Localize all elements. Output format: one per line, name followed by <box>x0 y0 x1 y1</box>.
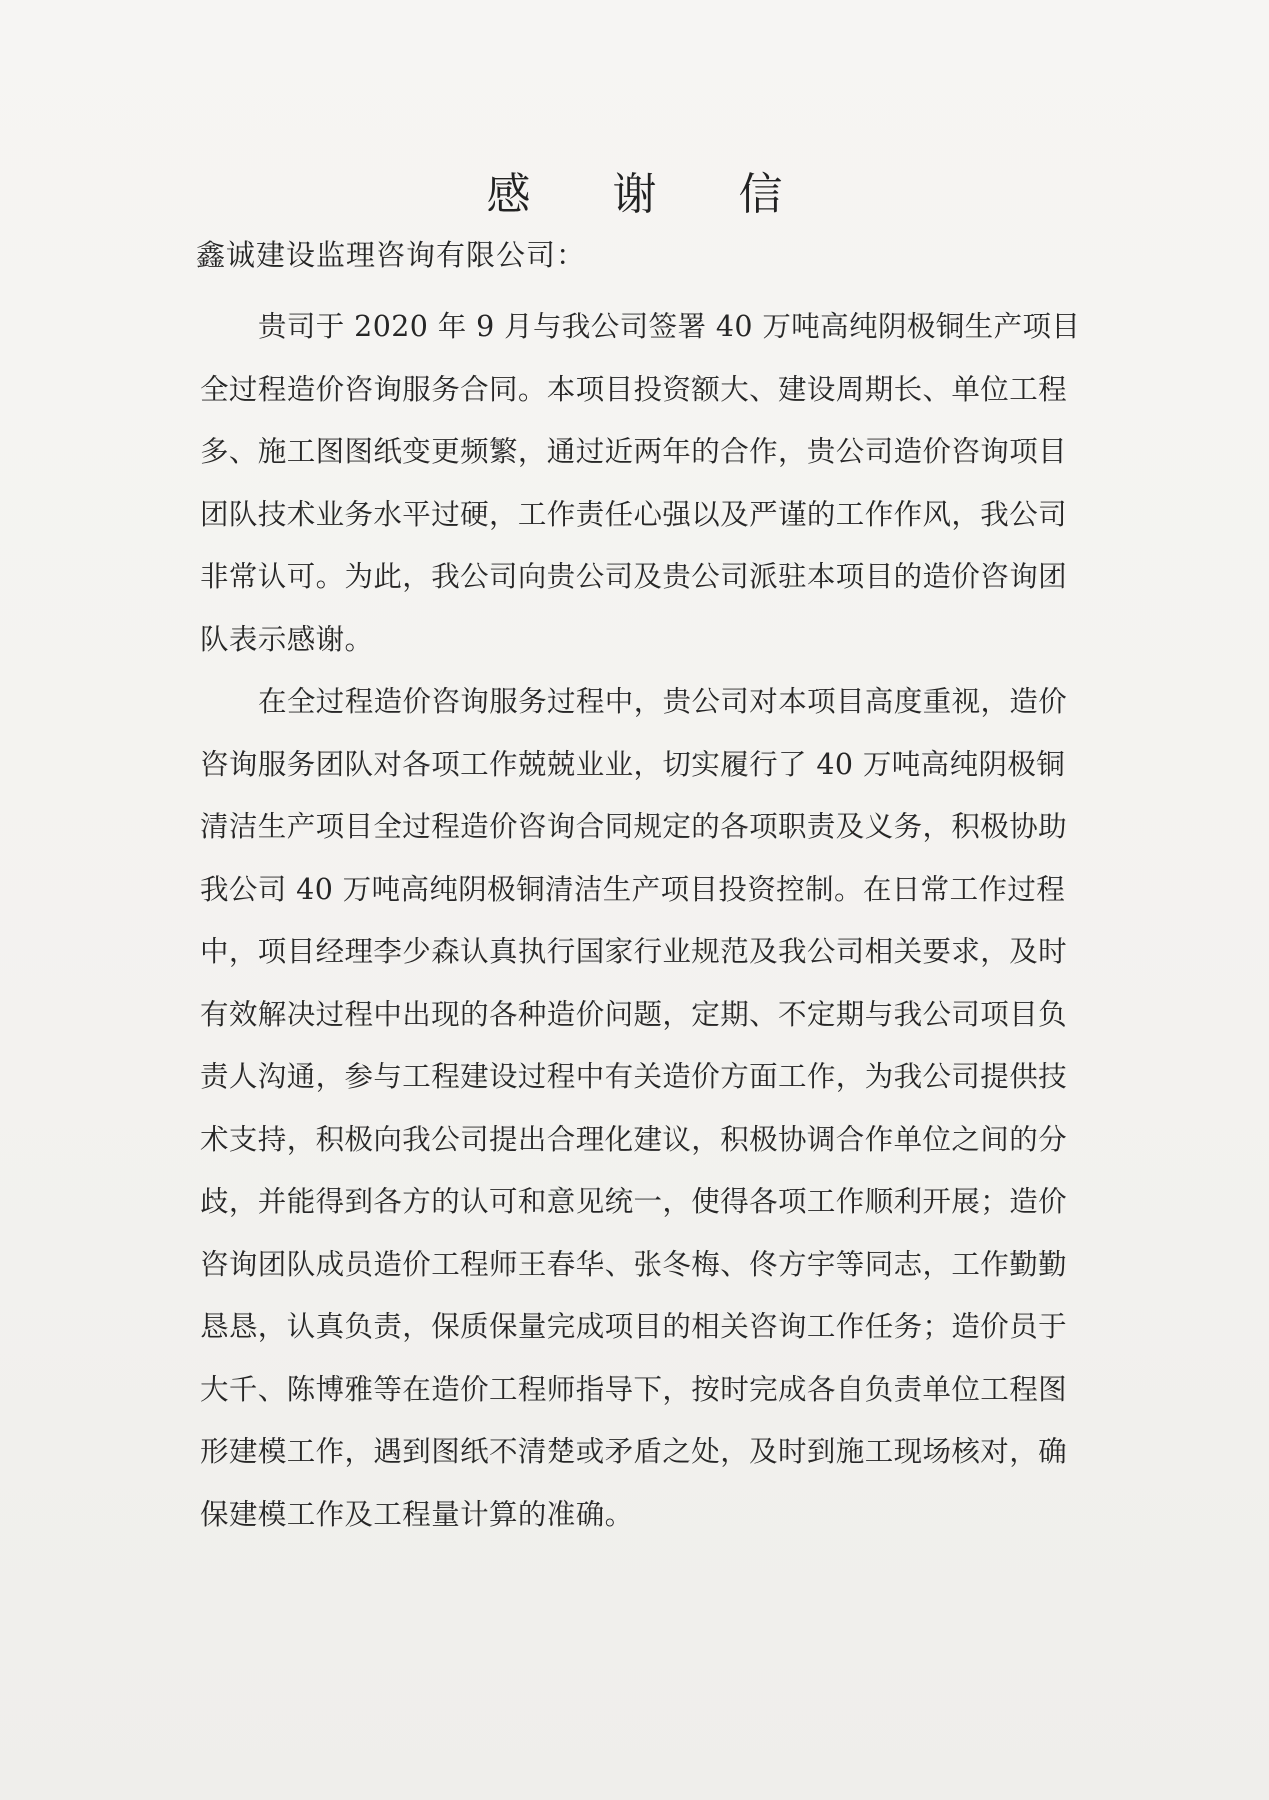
letter-body <box>200 296 1086 1546</box>
paragraph-line: 全过程造价咨询服务合同。本项目投资额大、建设周期长、单位工程 <box>200 372 1068 406</box>
paragraph-line: 咨询团队成员造价工程师王春华、张冬梅、佟方宇等同志，工作勤勤 <box>200 1247 1068 1281</box>
paragraph-line: 保建模工作及工程量计算的准确。 <box>200 1497 634 1531</box>
paragraph-line: 歧，并能得到各方的认可和意见统一，使得各项工作顺利开展；造价 <box>200 1185 1068 1218</box>
paragraph-line: 贵司于 2020 年 9 月与我公司签署 40 万吨高纯阴极铜生产项目 <box>258 310 1081 343</box>
paragraph-1 <box>200 296 1086 671</box>
paragraph-line: 中，项目经理李少森认真执行国家行业规范及我公司相关要求，及时 <box>200 935 1068 968</box>
paragraph-2 <box>200 671 1086 1546</box>
paragraph-line: 多、施工图图纸变更频繁，通过近两年的合作，贵公司造价咨询项目 <box>200 435 1068 468</box>
letter-salutation: 鑫诚建设监理咨询有限公司： <box>196 238 587 272</box>
paragraph-line: 队表示感谢。 <box>200 622 374 656</box>
paragraph-line: 我公司 40 万吨高纯阴极铜清洁生产项目投资控制。在日常工作过程 <box>200 872 1066 906</box>
paragraph-line: 非常认可。为此，我公司向贵公司及贵公司派驻本项目的造价咨询团 <box>200 560 1068 593</box>
paragraph-line: 形建模工作，遇到图纸不清楚或矛盾之处，及时到施工现场核对，确 <box>200 1435 1068 1468</box>
paragraph-line: 在全过程造价咨询服务过程中，贵公司对本项目高度重视，造价 <box>258 685 1068 718</box>
paragraph-line: 清洁生产项目全过程造价咨询合同规定的各项职责及义务，积极协助 <box>200 810 1068 843</box>
paragraph-line: 有效解决过程中出现的各种造价问题，定期、不定期与我公司项目负 <box>200 997 1068 1031</box>
paragraph-line: 咨询服务团队对各项工作兢兢业业，切实履行了 40 万吨高纯阴极铜 <box>200 747 1066 781</box>
paragraph-line: 团队技术业务水平过硬，工作责任心强以及严谨的工作作风，我公司 <box>200 497 1068 531</box>
paragraph-line: 恳恳，认真负责，保质保量完成项目的相关咨询工作任务；造价员于 <box>200 1310 1068 1343</box>
letter-title: 感 谢 信 <box>486 169 817 220</box>
paragraph-line: 大千、陈博雅等在造价工程师指导下，按时完成各自负责单位工程图 <box>200 1372 1068 1406</box>
paragraph-line: 责人沟通，参与工程建设过程中有关造价方面工作，为我公司提供技 <box>200 1060 1068 1093</box>
paragraph-line: 术支持，积极向我公司提出合理化建议，积极协调合作单位之间的分 <box>200 1122 1068 1156</box>
